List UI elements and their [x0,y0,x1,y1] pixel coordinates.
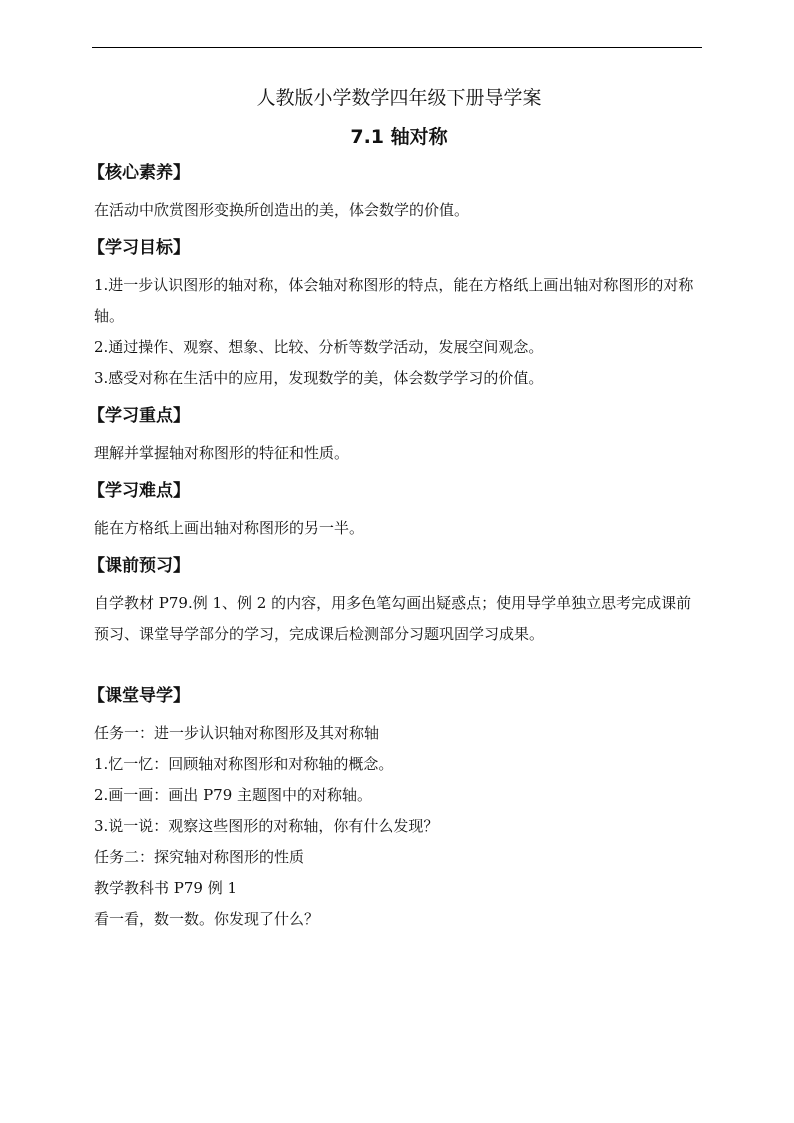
section-core [88,160,704,226]
section-guide [88,683,704,935]
document-content [88,84,704,935]
core-text: 在活动中欣赏图形变换所创造出的美，体会数学的价值。 [94,201,470,219]
goal-item-2: 2.通过操作、观察、想象、比较、分析等数学活动，发展空间观念。 [94,338,544,356]
section-heading-goals: 【学习目标】 [88,238,190,258]
section-preview [88,553,704,650]
goal-item-3: 3.感受对称在生活中的应用，发现数学的美，体会数学学习的价值。 [94,369,544,387]
task-1-item-1: 1.忆一忆：回顾轴对称图形和对称轴的概念。 [94,755,394,773]
task-2-reference: 教学教科书 P79 例 1 [94,879,238,897]
preview-text: 自学教材 P79.例 1、例 2 的内容，用多色笔勾画出疑惑点；使用导学单独立思考完成课前预习、课堂导学部分的学习，完成课后检测部分习题巩固学习成果。 [94,594,692,643]
section-difficulty [88,478,704,544]
task-1-item-2: 2.画一画：画出 P79 主题图中的对称轴。 [94,786,373,804]
header-rule [92,47,702,48]
difficulty-text: 能在方格纸上画出轴对称图形的另一半。 [94,519,365,537]
section-heading-core: 【核心素养】 [88,163,190,183]
section-heading-focus: 【学习重点】 [88,406,190,426]
section-heading-difficulty: 【学习难点】 [88,481,190,501]
task-2-title: 任务二：探究轴对称图形的性质 [94,848,305,866]
section-goals [88,235,704,394]
document-subtitle: 7.1 轴对称 [350,126,448,148]
section-heading-guide: 【课堂导学】 [88,686,190,706]
goal-item-1: 1.进一步认识图形的轴对称，体会轴对称图形的特点，能在方格纸上画出轴对称图形的对称轴。 [94,276,694,325]
task-1-title: 任务一：进一步认识轴对称图形及其对称轴 [94,724,380,742]
section-focus [88,403,704,469]
task-2-question: 看一看，数一数。你发现了什么？ [94,910,320,928]
document-title: 人教版小学数学四年级下册导学案 [256,87,542,109]
task-1-item-3: 3.说一说：观察这些图形的对称轴，你有什么发现？ [94,817,439,835]
section-heading-preview: 【课前预习】 [88,556,190,576]
focus-text: 理解并掌握轴对称图形的特征和性质。 [94,444,350,462]
